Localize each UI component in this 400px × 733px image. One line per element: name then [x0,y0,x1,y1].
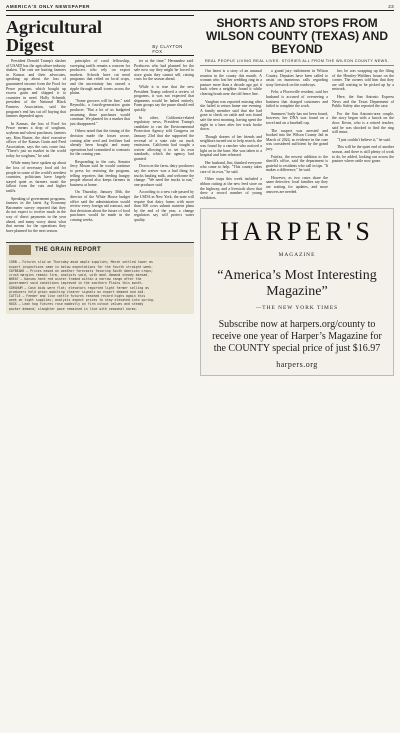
grain-line: HOGS — Lean hog futures rose modestly on firm cutout values and steady [9,302,144,307]
harpers-advertisement[interactable] [200,208,394,376]
paragraph: Others noted that the timing of the decision made the losses worse, coming after seed and fertilizer had already been bought and many operations had committed to contracts for the coming year. [70,129,130,157]
ad-url-link[interactable]: harpers.org [276,360,318,370]
grain-line: SORGHUM — Cash bids were flat; elevators reported light farmer selling as [9,285,150,290]
paragraph: In Kansas, the loss of Food for Peace means a drop of sorghum, soybean and wheat purchases, farmers say. Kim Baxter, the chief executive officer of the Kansas Grain and Feed Association, says the cuts come fast. "There's just no market in the world today for sorghum," he said. [6,121,66,158]
story-column-3 [332,69,394,203]
grain-line: government said conditions improved in the southern Plains this month. [9,281,144,286]
grain-line: packer demand; slaughter pace remained in line with seasonal norms. [9,306,138,311]
paragraph: While it is true that the new President Trump ordered a review of programs, it was not expected that shipments would be halted entirely. Farm groups say the pause should end quickly. [134,84,194,112]
story-column-1 [200,69,262,203]
grain-line: export inspections came in below expectations for the fourth straight week. [9,264,153,269]
paragraph: President Donald Trump's slashes of USAID has the agriculture industry shaken. The cuts are hurting farmers in Kansas and their advocates, speaking up about the loss of guaranteed income from the Food for Peace program, which bought up excess grain and shipped it to countries in need. Holly Schmidt, president of the National Black Farmers Association, said the program's end has cut off buying that farmers depended upon. [6,59,66,119]
paragraph: However, as two cases share the same detective, local families say they are waiting for updates, and more answers are needed. [266,175,328,194]
paragraph: "Some growers will be fine," said Reynolds, a fourth-generation grain producer. "But a lot of us budgeted assuming those purchases would continue. We planted for a market that just disappeared." [70,98,130,126]
harpers-logo: HARPER'S [220,217,374,247]
agri-column-2 [70,59,130,236]
paragraph: Other stops this week included a ribbon cutting at the new feed store on the highway, and a livestock show that drew a record number of young exhibitors. [200,177,262,200]
grain-report-box [6,242,194,313]
agricultural-digest-section [6,15,194,376]
agri-column-3 [134,59,194,236]
agri-title: Agricultural Digest [6,17,102,55]
page-header [6,4,394,11]
ad-quote-source: —THE NEW YORK TIMES [255,305,339,312]
paragraph: ter at the time," Hernandez said. Producers who had planned for the sale now say they might be forced to store grain they cannot sell, raising costs for the season ahead. [134,59,194,82]
paragraph: Summers' body has not been found, however, her DNA was found on a towel and on a baseball cap. [266,111,328,125]
agri-column-1 [6,59,66,236]
paragraph: her, he was wrapping up the filing of the Hensley-Walthers house on the corner. The owners told him that they are still waiting to be picked up by a network. [332,69,394,92]
agri-header [6,15,194,56]
paragraph: "I just couldn't believe it," he said. [337,137,391,142]
grain-line: producers held grain awaiting clearer signals on export demand and aid. [9,289,146,294]
section-name: AMERICA'S ONLY NEWSPAPER [6,4,91,9]
grain-line: CORN — Futures slid on Thursday amid ample supplies; March settled lower as [9,260,153,265]
grain-line: CATTLE — Feeder and live cattle futures reached record highs again this [9,294,146,298]
paragraph: a grand jury indictment in Wilson County. Deputies have been called to assist on numerous calls regarding stray livestock on the roadways. [266,69,328,87]
paragraph: Speaking of government programs, farmers in the latest Ag Economy Barometer survey reported that they do not expect to receive much in the way of direct payments in the year ahead, and many worry about what that means for the operations they have planned for the next season. [6,196,66,233]
grain-report-body [6,257,194,313]
harpers-logo-subtitle: MAGAZINE [278,252,316,259]
paragraph: For the San Antonio-area couple, the story began with a knock on the door. Kevin, who is a retired teacher, said he was shocked to find the ring still intact. [332,111,394,135]
paragraph: This will be the quiet end of another season, and there is still plenty of work to do, he added, looking out across the pasture where cattle now graze. [332,145,394,164]
story-column-2 [266,69,328,203]
paragraph: Responding to the cuts, Senator Jerry Moran said he would continue to press for restoring the program, telling reporters that feeding hungry people abroad also keeps farmers in business at home. [70,159,130,187]
county-news-section [200,15,394,376]
paragraph: Vaughan was reported missing after she failed to return home one evening. A family member said that she had gone to check on cattle and was found safe the next morning, having spent the night in a barn after her truck broke down. [200,99,262,132]
paragraph: Fairfax, the newest addition to the sheriff's office, said the department is grateful to residents who call in tips. "It makes a difference," he said. [266,154,328,173]
paragraph: Here, the San Antonio Express News and the Texas Department of Public Safety also reported the case. [332,94,394,109]
ad-quote: “America’s Most Interesting Magazine” [217,268,377,300]
page-number: 23 [388,4,394,9]
paragraph: Fehr, a Floresville resident, said her husband is accused of overseeing a business that charged customers and failed to complete the work. [266,90,328,109]
paragraph: Though dozens of her friends and neighbors turned out to help search, she was found by a rancher who noticed a light on in the barn. She was taken to a hospital and later released. [200,134,262,158]
paragraph: On Thursday, January 30th, the director of the White House budget office said the administration would review every foreign aid contract, and that decisions about the future of food purchases would be made in the coming weeks. [70,190,130,222]
story-headline: SHORTS AND STOPS FROM WILSON COUNTY (TEXAS) AND BEYOND [206,16,388,56]
paragraph: The suspect was arrested and booked into the Wilson County Jail in March of 2024, as evidence in the case was considered sufficient by the grand jury. [266,128,328,151]
grain-line: SOYBEANS — Prices eased on weather forecasts favoring South American crops; [9,268,153,273]
grain-line: WHEAT — Kansas hard red winter traded within a narrow range after the [9,277,142,282]
paragraph: Her husband, Jim, thanked everyone who came to help. "This county takes care of its own," he said. [200,160,262,174]
story-subhead: REAL PEOPLE LIVING REAL LIVES. STORIES ALL FROM THE WILSON COUNTY NEWS. [200,59,394,66]
grain-logo-icon [9,245,31,255]
grain-report-title: THE GRAIN REPORT [35,247,102,254]
paragraph: In other, California-related regulatory news, President Trump's candidate to run the Environmental Protection Agency told Congress on January 23rd that she supported the reversal of a state rule on truck emissions. California had sought a waiver allowing it to set its own standards, which the agency had granted. [134,115,194,161]
ad-call-to-action: Subscribe now at harpers.org/county to receive one year of Harper’s Magazine for the COUNTY special price of just $16.97 [212,319,382,355]
paragraph: While many have spoken up about the loss of necessary food aid for people in some of the world's neediest countries, politicians have largely stayed quiet as farmers await the fallout from the cuts and higher tariffs. [6,161,66,194]
paragraph: Our latest is a story of an unusual reunion in the county this month. A woman who lost her wedding ring in a pasture more than a decade ago got it back when a neighbor found it while clearing brush near the old fence line. [200,69,262,96]
paragraph: Down on the farm, dairy producers say the waiver was a bad thing for trucks hauling milk, and welcome the change. "We need the trucks to run," one producer said. [134,164,194,187]
grain-line: week on tight supplies; analysts expect prices to stay elevated into spring. [9,298,155,303]
newspaper-page [6,4,394,729]
paragraph: principles of rural fellowship, sweeping tariffs remain a concern for producers who rely on export markets. Schools have cut meal programs that relied on local crops, and the uncertainty has caused a ripple through small towns across the plains. [70,59,130,96]
agri-byline: By CLAYTON FOX [152,44,183,54]
paragraph: According to a new rule passed by the USDA in New York, the state will require that dairy farms with more than 300 cows submit nutrient plans by the end of the year, a change regulators say will protect water quality. [134,190,194,222]
grain-line: crush margins remain firm, analysts said, with meal demand steady abroad. [9,272,150,277]
